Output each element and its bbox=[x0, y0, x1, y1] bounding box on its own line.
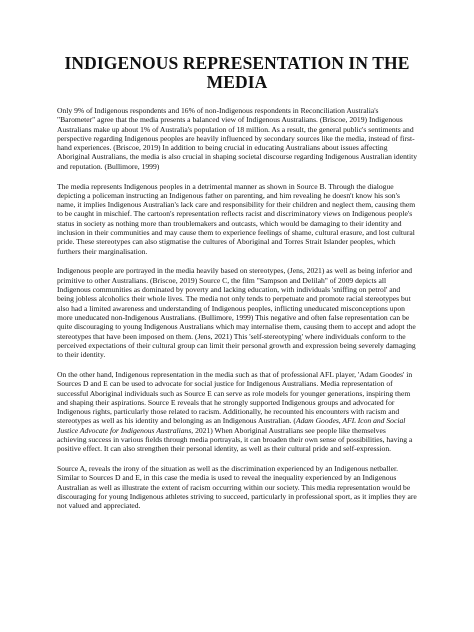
paragraph-intro: Only 9% of Indigenous respondents and 16% of non-Indigenous respondents in Reconciliation Australia's "Barometer" agree that the media presents a balanced view of Indigenous Australians. (Briscoe, 2019) Indigenous Australians make up about 1% of Australia's population of 18 million. As a result, the general public's sentiments and perspective regarding Indigenous peoples are heavily influenced by secondary sources like the media, instead of first-hand experiences. (Briscoe, 2019) In addition to being crucial in educating Australians about issues affecting Aboriginal Australians, the media is also crucial in shaping societal discourse regarding Indigenous Australian identity and reputation. (Bullimore, 1999) bbox=[57, 106, 417, 171]
paragraph-source-a: Source A, reveals the irony of the situation as well as the discrimination experienced by an Indigenous netballer. Similar to Sources D and E, in this case the media is used to reveal the inequality experienced by an Indigenous Australian as well as illustrate the extent of racism occurring within our society. This media representation would be discouraging for young Indigenous athletes striving to succeed, particularly in professional sport, as it implies they are not valued and appreciated. bbox=[57, 464, 417, 511]
document-title: INDIGENOUS REPRESENTATION IN THE MEDIA bbox=[64, 53, 410, 92]
paragraph-source-b: The media represents Indigenous peoples in a detrimental manner as shown in Source B. Through the dialogue depicting a policeman instructing an Indigenous father on parenting, and him revealing he doesn't know his son's name, it implies Indigenous Australian's lack care and responsibility for their children and neglect them, causing them to be caught in mischief. The cartoon's representation reflects racist and discriminatory views on Indigenous people's status in society as nothing more than troublemakers and outcasts, which would be damaging to their identity and inclusion in their communities and may cause them to experience feelings of shame, cultural erasure, and lost cultural pride. These stereotypes can also stigmatise the cultures of Aboriginal and Torres Strait Islander peoples, which furthers their marginalisation. bbox=[57, 181, 416, 256]
italic-citation: Adam Goodes, AFL Icon and Social Justice Advocate for Indigenous Australians bbox=[57, 416, 406, 435]
paragraph-text-after-citation: , 2021) When Aboriginal Australians see people like themselves achieving success in various fields through media portrayals, it can broaden their own sense of possibilities, having a positive effect. It can also strengthen their personal identity, as well as their cultural pride and self-expression. bbox=[57, 425, 413, 454]
paragraph-text-before-citation: On the other hand, Indigenous representation in the media such as that of professional AFL player, 'Adam Goodes' in Sources D and E can be used to advocate for social justice for Indigenous Australians. Media representation of successful Aboriginal individuals such as Source E can serve as role models for younger generations, inspiring them and shaping their aspirations. Source E reveals that he strongly supported Indigenous groups and advocated for Indigenous rights, particularly those related to racism. Additionally, he recounted his encounters with racism and stereotypes as well as his identity and belonging as an Indigenous Australian. ( bbox=[57, 369, 413, 426]
paragraph-source-c: Indigenous people are portrayed in the media heavily based on stereotypes, (Jens, 2021) as well as being inferior and primitive to other Australians. (Briscoe, 2019) Source C, the film "Sampson and Delilah" of 2009 depicts all Indigenous communities as dominated by poverty and lacking education, with individuals 'sniffing on petrol' and being jobless alcoholics their whole lives. The media not only tends to perpetuate and promote racial stereotypes but also had a limited awareness and understanding of Indigenous peoples, inflicting uneducated misconceptions upon more uneducated non-Indigenous Australians. (Bullimore, 1999) This negative and often false representation can be quite discouraging to young Indigenous Australians which may internalise them, causing them to accept and adopt the stereotypes that have been imposed on them. (Jens, 2021) This 'self-stereotyping' where individuals conform to the perceived expectations of their cultural group can limit their personal growth and expression being severely damaging to their identity. bbox=[57, 266, 416, 360]
paragraph-source-d-e bbox=[57, 370, 417, 454]
